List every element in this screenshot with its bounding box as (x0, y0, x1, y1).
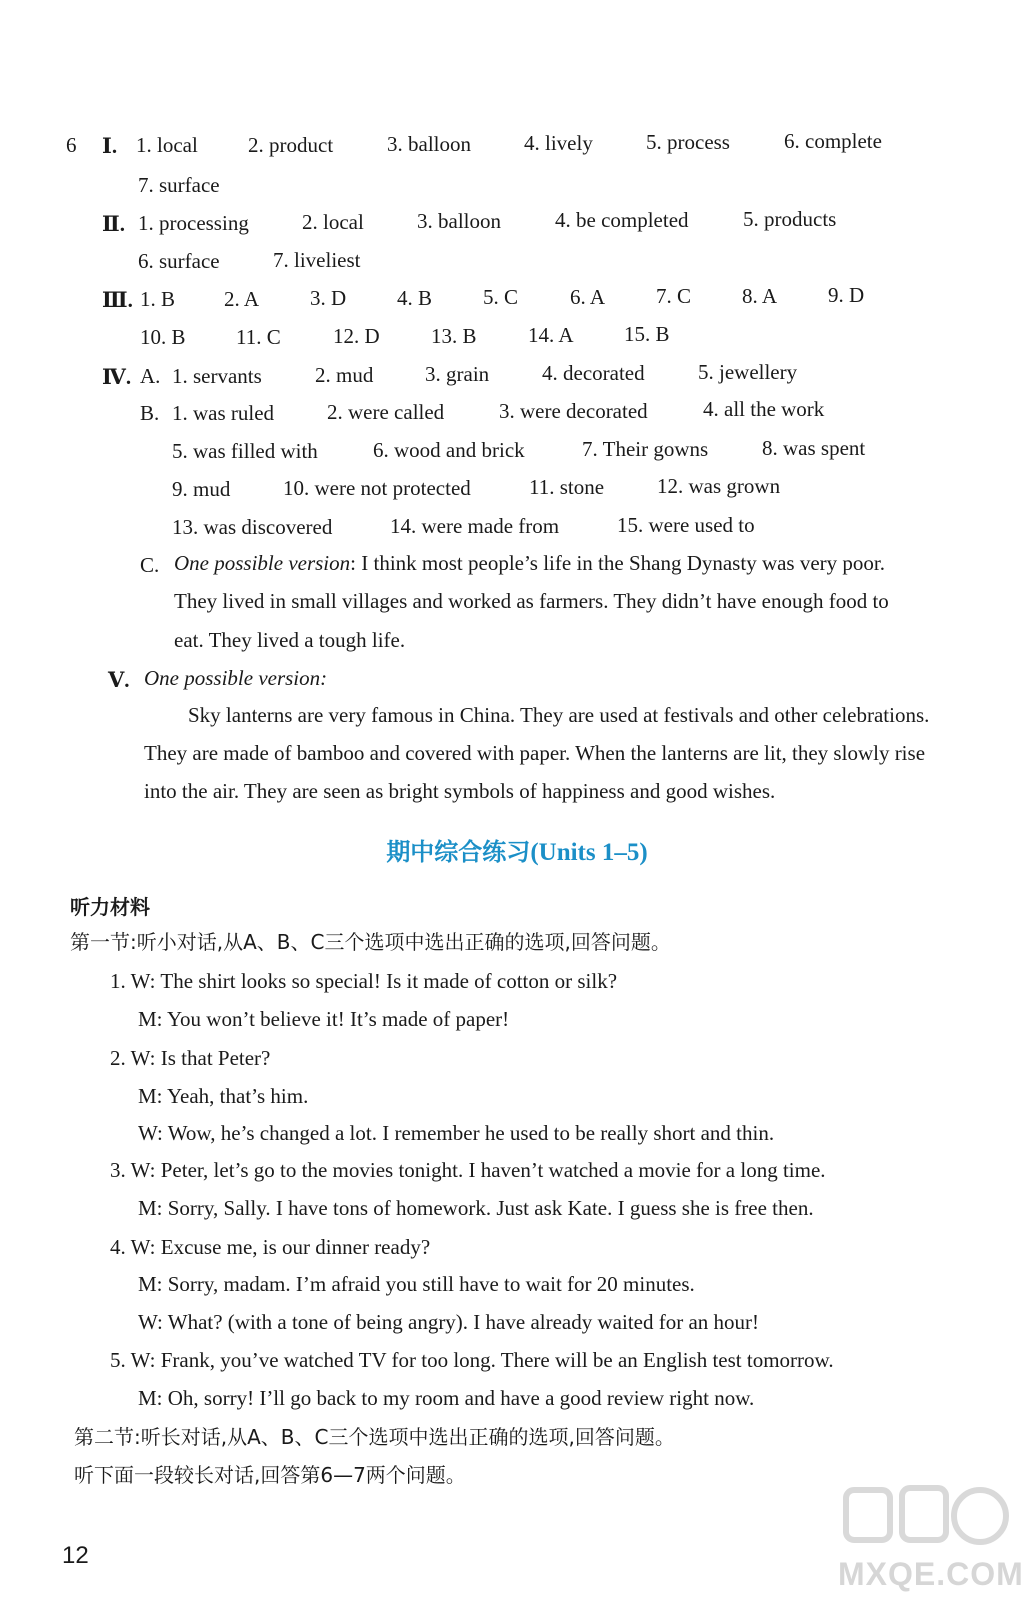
answer-item: 7. liveliest (273, 248, 361, 272)
paragraph-line: into the air. They are seen as bright symbols of happiness and good wishes. (144, 779, 776, 803)
answer-item: 5. process (646, 130, 730, 154)
roman-label-2: Ⅱ. (102, 212, 125, 236)
answer-item: 6. wood and brick (373, 438, 525, 462)
answer-item: 4. B (397, 286, 433, 310)
answer-item: 2. local (302, 210, 364, 234)
answer-item: 10. B (140, 325, 186, 349)
answer-item: 4. lively (524, 131, 593, 155)
answer-item: 4. be completed (555, 208, 689, 232)
answer-item: 3. balloon (417, 209, 501, 233)
answer-item: 7. C (656, 284, 692, 308)
answer-item: 1. local (136, 133, 198, 157)
answer-item: 4. all the work (703, 397, 825, 421)
dialogue-line: M: Oh, sorry! I’ll go back to my room and have a good review right now. (138, 1386, 755, 1410)
dialogue-line: W: Wow, he’s changed a lot. I remember he used to be really short and thin. (138, 1121, 775, 1145)
answer-item: 3. D (310, 286, 347, 310)
answer-item: 6. A (570, 285, 606, 309)
roman-label-4: Ⅳ. (102, 365, 132, 389)
part-instruction: 第一节:听小对话,从A、B、C三个选项中选出正确的选项,回答问题。 (70, 930, 671, 954)
part-instruction: 听下面一段较长对话,回答第6—7两个问题。 (74, 1463, 466, 1487)
paragraph-line: eat. They lived a tough life. (174, 628, 406, 652)
title-units: (Units 1–5) (530, 839, 648, 866)
answer-item: 6. complete (784, 129, 882, 153)
answer-item: 7. surface (138, 173, 220, 197)
answer-item: 1. B (140, 287, 176, 311)
answer-item: 11. C (236, 325, 281, 349)
answer-item: 13. was discovered (172, 515, 333, 539)
answer-item: 14. were made from (390, 514, 560, 538)
sub-label-c: C. (140, 553, 160, 577)
sub-label-b: B. (140, 401, 160, 425)
paragraph-line: Sky lanterns are very famous in China. They are used at festivals and other celebrations. (188, 703, 930, 727)
paragraph-line (174, 550, 885, 576)
answer-item: 11. stone (529, 475, 605, 499)
answer-item: 2. A (224, 287, 260, 311)
answer-item: 9. mud (172, 477, 231, 501)
paragraph-text: : I think most people’s life in the Shang Dynasty was very poor. (350, 551, 885, 575)
answer-item: 1. processing (138, 211, 249, 235)
dialogue-line: 4. W: Excuse me, is our dinner ready? (110, 1235, 431, 1259)
answer-item: 15. were used to (617, 513, 755, 537)
answer-item: 5. products (743, 207, 837, 231)
answer-item: 5. was filled with (172, 439, 318, 463)
answer-item: 1. was ruled (172, 401, 275, 425)
answer-item: 15. B (624, 322, 670, 346)
answer-item: 3. were decorated (499, 399, 648, 423)
page-number: 12 (62, 1542, 89, 1569)
answer-item: 3. balloon (387, 132, 471, 156)
roman-label-5: Ⅴ. (108, 668, 130, 692)
section-number: 6 (66, 133, 77, 157)
answer-item: 5. C (483, 285, 519, 309)
answer-item: 2. product (248, 133, 334, 157)
section-title (0, 832, 1034, 867)
answer-item: 12. D (333, 324, 380, 348)
listening-heading: 听力材料 (70, 895, 150, 919)
answer-item: 10. were not protected (283, 476, 471, 500)
paragraph-line: They are made of bamboo and covered with paper. When the lanterns are lit, they slowly rise (144, 741, 926, 765)
answer-item: 9. D (828, 283, 865, 307)
paragraph-line: They lived in small villages and worked as farmers. They didn’t have enough food to (174, 589, 889, 613)
roman-label-3: Ⅲ. (102, 288, 133, 312)
answer-item: 8. A (742, 284, 778, 308)
dialogue-line: 3. W: Peter, let’s go to the movies tonight. I haven’t watched a movie for a long time. (110, 1158, 826, 1182)
version-label: One possible version (174, 551, 351, 575)
watermark-text: MXQE.COM (838, 1556, 1024, 1592)
dialogue-line: M: Sorry, madam. I’m afraid you still have to wait for 20 minutes. (138, 1272, 695, 1296)
version-label: One possible version: (144, 666, 328, 690)
sub-label-a: A. (140, 364, 161, 388)
answer-item: 12. was grown (657, 474, 781, 498)
dialogue-line: 1. W: The shirt looks so special! Is it made of cotton or silk? (110, 969, 618, 993)
answer-item: 14. A (528, 323, 574, 347)
answer-item: 13. B (431, 324, 477, 348)
dialogue-line: W: What? (with a tone of being angry). I have already waited for an hour! (138, 1310, 759, 1334)
answer-item: 4. decorated (542, 361, 645, 385)
answer-item: 5. jewellery (698, 360, 798, 384)
dialogue-line: M: Sorry, Sally. I have tons of homework. Just ask Kate. I guess she is free then. (138, 1196, 814, 1220)
answer-item: 2. were called (327, 400, 445, 424)
answer-item: 6. surface (138, 249, 220, 273)
dialogue-line: M: Yeah, that’s him. (138, 1084, 309, 1108)
answer-item: 1. servants (172, 364, 262, 388)
answer-item: 3. grain (425, 362, 490, 386)
title-cn: 期中综合练习 (386, 838, 531, 866)
roman-label-1: Ⅰ. (102, 134, 118, 158)
dialogue-line: 5. W: Frank, you’ve watched TV for too long. There will be an English test tomorrow. (110, 1348, 834, 1372)
answer-item: 2. mud (315, 363, 374, 387)
answer-item: 8. was spent (762, 436, 866, 460)
answer-item: 7. Their gowns (582, 437, 709, 461)
dialogue-line: M: You won’t believe it! It’s made of paper! (138, 1007, 510, 1031)
dialogue-line: 2. W: Is that Peter? (110, 1046, 271, 1070)
part-instruction: 第二节:听长对话,从A、B、C三个选项中选出正确的选项,回答问题。 (74, 1425, 675, 1449)
